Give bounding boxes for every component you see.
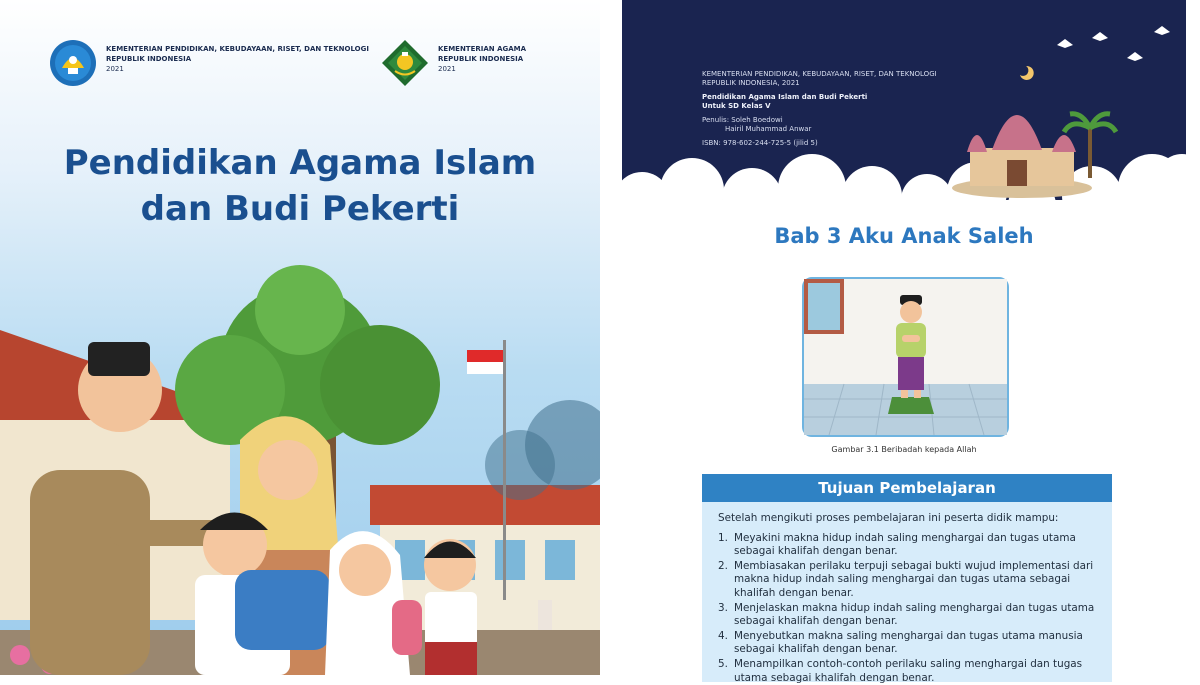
kemendikbud-logo-text — [106, 44, 369, 74]
ministry-right-line1: KEMENTERIAN AGAMA — [438, 45, 527, 53]
ministry-right-year: 2021 — [438, 65, 456, 73]
goal-text: Menyebutkan makna saling menghargai dan tugas utama manusia sebagai khalifah dengan benar. — [734, 629, 1083, 656]
book-cover — [0, 0, 600, 675]
meta-author-1: Penulis: Soleh Boedowi — [702, 116, 783, 124]
goal-item — [718, 658, 1096, 685]
goal-number: 4. — [718, 629, 728, 642]
meta-book-title: Pendidikan Agama Islam dan Budi Pekerti — [702, 93, 868, 101]
kemenag-logo-block — [380, 38, 526, 88]
ministry-left-line1: KEMENTERIAN PENDIDIKAN, KEBUDAYAAN, RISET, DAN TEKNOLOGI — [106, 45, 369, 53]
ministry-right-line2: REPUBLIK INDONESIA — [438, 55, 524, 63]
goal-item — [718, 560, 1096, 601]
cover-logo-row — [48, 38, 560, 88]
goal-number: 2. — [718, 559, 728, 572]
goal-text: Membiasakan perilaku terpuji sebagai bukti wujud implementasi dari makna hidup indah saling menghargai dan tugas utama sebagai khalifah dengan benar. — [734, 559, 1094, 599]
kemenag-logo-text — [438, 44, 526, 74]
book-metadata — [702, 70, 937, 148]
cover-title-line1: Pendidikan Agama Islam — [63, 143, 537, 183]
learning-goals-heading: Tujuan Pembelajaran — [702, 474, 1112, 502]
spread-gap — [600, 0, 622, 675]
ministry-left-line2: REPUBLIK INDONESIA — [106, 55, 192, 63]
indonesian-flag — [467, 350, 503, 374]
school-roof-right — [370, 485, 600, 525]
cover-title — [0, 140, 600, 232]
small-boy-figure — [424, 539, 477, 675]
meta-book-class: Untuk SD Kelas V — [702, 102, 771, 110]
goal-text: Menampilkan contoh-contoh perilaku saling menghargai dan tugas utama sebagai khalifah dengan benar. — [734, 657, 1083, 684]
chapter-page — [622, 0, 1186, 684]
goal-item — [718, 602, 1096, 629]
goal-number: 5. — [718, 657, 728, 670]
figure-3-1 — [802, 277, 1009, 437]
praying-boy-illustration — [804, 279, 1007, 435]
flagpole — [503, 340, 506, 600]
meta-ministry-line2: REPUBLIK INDONESIA, 2021 — [702, 79, 800, 87]
learning-goals-box — [702, 502, 1112, 682]
goal-item — [718, 532, 1096, 559]
kemendikbud-logo-block — [48, 38, 369, 88]
cover-illustration — [0, 270, 600, 675]
goal-number: 1. — [718, 531, 728, 544]
learning-goals-list — [718, 532, 1096, 685]
meta-isbn: ISBN: 978-602-244-725-5 (jilid 5) — [702, 139, 818, 147]
learning-goals-intro: Setelah mengikuti proses pembelajaran ini peserta didik mampu: — [718, 512, 1059, 524]
cover-title-line2: dan Budi Pekerti — [140, 189, 460, 229]
ministry-left-year: 2021 — [106, 65, 124, 73]
goal-text: Menjelaskan makna hidup indah saling menghargai dan tugas utama sebagai khalifah dengan benar. — [734, 601, 1095, 628]
goal-item — [718, 630, 1096, 657]
figure-caption: Gambar 3.1 Beribadah kepada Allah — [831, 445, 977, 454]
goal-number: 3. — [718, 601, 728, 614]
meta-ministry-line1: KEMENTERIAN PENDIDIKAN, KEBUDAYAAN, RISET, DAN TEKNOLOGI — [702, 70, 937, 78]
kementerian-agama-logo — [380, 38, 430, 88]
tut-wuri-handayani-logo — [48, 38, 98, 88]
meta-author-2: Hairil Muhammad Anwar — [725, 125, 812, 133]
goal-text: Meyakini makna hidup indah saling menghargai dan tugas utama sebagai khalifah dengan benar. — [734, 531, 1076, 558]
chapter-title: Bab 3 Aku Anak Saleh — [774, 224, 1034, 248]
